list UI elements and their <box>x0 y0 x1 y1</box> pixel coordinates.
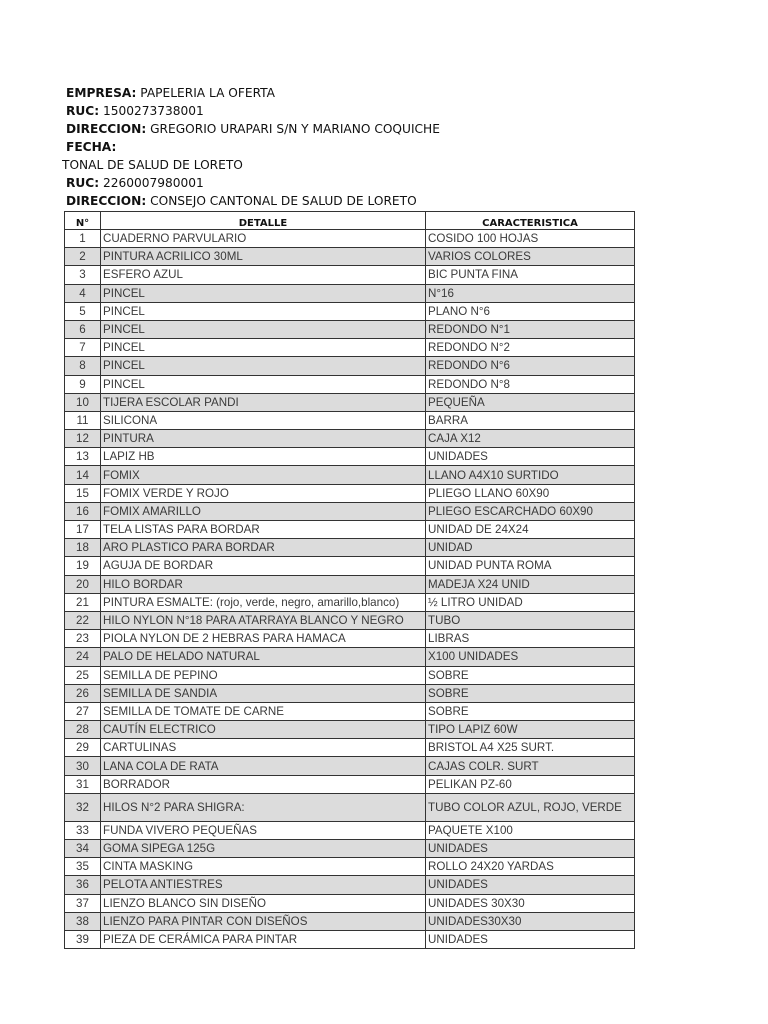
table-row <box>65 411 635 429</box>
row-detalle: PINCEL <box>101 284 426 302</box>
row-caracteristica: SOBRE <box>426 666 635 684</box>
row-number: 17 <box>65 521 101 539</box>
row-detalle: HILO NYLON N°18 PARA ATARRAYA BLANCO Y NEGRO <box>101 611 426 629</box>
row-number: 1 <box>65 230 101 248</box>
row-detalle: ARO PLASTICO PARA BORDAR <box>101 539 426 557</box>
row-detalle: TELA LISTAS PARA BORDAR <box>101 521 426 539</box>
table-row <box>65 248 635 266</box>
row-detalle: FOMIX <box>101 466 426 484</box>
header-detalle: DETALLE <box>101 212 426 230</box>
row-caracteristica: UNIDADES <box>426 448 635 466</box>
table-row <box>65 339 635 357</box>
table-row <box>65 521 635 539</box>
row-number: 15 <box>65 484 101 502</box>
row-detalle: HILO BORDAR <box>101 575 426 593</box>
table-row <box>65 484 635 502</box>
table-row <box>65 320 635 338</box>
row-caracteristica: SOBRE <box>426 684 635 702</box>
row-number: 32 <box>65 793 101 821</box>
table-row <box>65 821 635 839</box>
row-detalle: ESFERO AZUL <box>101 266 426 284</box>
table-row <box>65 721 635 739</box>
table-row <box>65 357 635 375</box>
row-caracteristica: TIPO LAPIZ 60W <box>426 721 635 739</box>
row-caracteristica: TUBO COLOR AZUL, ROJO, VERDE <box>426 793 635 821</box>
row-detalle: PIEZA DE CERÁMICA PARA PINTAR <box>101 930 426 948</box>
row-caracteristica: UNIDADES30X30 <box>426 912 635 930</box>
client-name: TONAL DE SALUD DE LORETO <box>62 158 243 172</box>
row-caracteristica: SOBRE <box>426 702 635 720</box>
ruc-line-1 <box>66 102 706 120</box>
ruc-label-2: RUC: <box>66 176 100 190</box>
direccion-line-1 <box>66 120 706 138</box>
row-detalle: BORRADOR <box>101 775 426 793</box>
row-detalle: AGUJA DE BORDAR <box>101 557 426 575</box>
row-number: 14 <box>65 466 101 484</box>
row-caracteristica: UNIDADES <box>426 930 635 948</box>
table-row <box>65 666 635 684</box>
row-number: 38 <box>65 912 101 930</box>
row-number: 13 <box>65 448 101 466</box>
row-detalle: SEMILLA DE PEPINO <box>101 666 426 684</box>
table-row <box>65 739 635 757</box>
row-number: 3 <box>65 266 101 284</box>
direccion-value: GREGORIO URAPARI S/N Y MARIANO COQUICHE <box>146 122 440 136</box>
empresa-value: PAPELERIA LA OFERTA <box>136 86 276 100</box>
row-detalle: SEMILLA DE SANDIA <box>101 684 426 702</box>
row-caracteristica: UNIDAD DE 24X24 <box>426 521 635 539</box>
table-row <box>65 876 635 894</box>
table-row <box>65 930 635 948</box>
table-row <box>65 230 635 248</box>
row-detalle: FUNDA VIVERO PEQUEÑAS <box>101 821 426 839</box>
row-caracteristica: BIC PUNTA FINA <box>426 266 635 284</box>
row-number: 31 <box>65 775 101 793</box>
table-row <box>65 375 635 393</box>
row-number: 25 <box>65 666 101 684</box>
table-row <box>65 284 635 302</box>
row-detalle: PIOLA NYLON DE 2 HEBRAS PARA HAMACA <box>101 630 426 648</box>
row-number: 33 <box>65 821 101 839</box>
row-detalle: SEMILLA DE TOMATE DE CARNE <box>101 702 426 720</box>
ruc-line-2 <box>66 174 706 192</box>
direccion-line-2 <box>66 192 706 210</box>
direccion-value-2: CONSEJO CANTONAL DE SALUD DE LORETO <box>146 194 417 208</box>
row-number: 5 <box>65 302 101 320</box>
table-row <box>65 430 635 448</box>
row-detalle: CINTA MASKING <box>101 858 426 876</box>
table-row <box>65 702 635 720</box>
row-caracteristica: X100 UNIDADES <box>426 648 635 666</box>
row-number: 9 <box>65 375 101 393</box>
table-row <box>65 793 635 821</box>
row-detalle: LANA COLA DE RATA <box>101 757 426 775</box>
table-row <box>65 266 635 284</box>
row-caracteristica: UNIDADES 30X30 <box>426 894 635 912</box>
table-row <box>65 448 635 466</box>
table-row <box>65 775 635 793</box>
fecha-line <box>66 138 706 156</box>
row-detalle: LAPIZ HB <box>101 448 426 466</box>
row-number: 12 <box>65 430 101 448</box>
row-number: 30 <box>65 757 101 775</box>
row-number: 24 <box>65 648 101 666</box>
row-caracteristica: LIBRAS <box>426 630 635 648</box>
row-caracteristica: VARIOS COLORES <box>426 248 635 266</box>
client-line <box>62 156 706 174</box>
row-number: 28 <box>65 721 101 739</box>
row-caracteristica: UNIDAD PUNTA ROMA <box>426 557 635 575</box>
ruc-label: RUC: <box>66 104 100 118</box>
row-caracteristica: PLANO N°6 <box>426 302 635 320</box>
row-number: 21 <box>65 593 101 611</box>
row-number: 19 <box>65 557 101 575</box>
row-number: 22 <box>65 611 101 629</box>
row-number: 6 <box>65 320 101 338</box>
row-caracteristica: PELIKAN PZ-60 <box>426 775 635 793</box>
row-caracteristica: TUBO <box>426 611 635 629</box>
row-detalle: GOMA SIPEGA 125G <box>101 840 426 858</box>
table-row <box>65 894 635 912</box>
table-row <box>65 393 635 411</box>
row-detalle: CUADERNO PARVULARIO <box>101 230 426 248</box>
row-number: 29 <box>65 739 101 757</box>
row-detalle: PINCEL <box>101 320 426 338</box>
row-detalle: PINTURA ACRILICO 30ML <box>101 248 426 266</box>
table-row <box>65 557 635 575</box>
table-row <box>65 502 635 520</box>
row-number: 16 <box>65 502 101 520</box>
ruc-value-2: 2260007980001 <box>99 176 204 190</box>
direccion-label-2: DIRECCION: <box>66 194 147 208</box>
row-caracteristica: CAJAS COLR. SURT <box>426 757 635 775</box>
table-row <box>65 302 635 320</box>
row-number: 34 <box>65 840 101 858</box>
row-detalle: TIJERA ESCOLAR PANDI <box>101 393 426 411</box>
table-row <box>65 611 635 629</box>
items-table <box>64 211 635 949</box>
row-caracteristica: PAQUETE X100 <box>426 821 635 839</box>
row-detalle: PINTURA ESMALTE: (rojo, verde, negro, amarillo,blanco) <box>101 593 426 611</box>
row-detalle: PINCEL <box>101 339 426 357</box>
empresa-label: EMPRESA: <box>66 86 137 100</box>
row-detalle: FOMIX AMARILLO <box>101 502 426 520</box>
row-number: 27 <box>65 702 101 720</box>
row-caracteristica: UNIDADES <box>426 876 635 894</box>
row-number: 37 <box>65 894 101 912</box>
table-row <box>65 840 635 858</box>
row-number: 20 <box>65 575 101 593</box>
row-number: 11 <box>65 411 101 429</box>
row-caracteristica: MADEJA X24 UNID <box>426 575 635 593</box>
row-detalle: PINCEL <box>101 375 426 393</box>
row-caracteristica: REDONDO N°8 <box>426 375 635 393</box>
row-caracteristica: ROLLO 24X20 YARDAS <box>426 858 635 876</box>
table-row <box>65 858 635 876</box>
row-detalle: PALO DE HELADO NATURAL <box>101 648 426 666</box>
row-number: 23 <box>65 630 101 648</box>
table-row <box>65 539 635 557</box>
row-caracteristica: N°16 <box>426 284 635 302</box>
table-row <box>65 630 635 648</box>
row-caracteristica: CAJA X12 <box>426 430 635 448</box>
row-caracteristica: PLIEGO LLANO 60X90 <box>426 484 635 502</box>
row-number: 8 <box>65 357 101 375</box>
row-number: 35 <box>65 858 101 876</box>
table-row <box>65 593 635 611</box>
direccion-label: DIRECCION: <box>66 122 147 136</box>
row-caracteristica: BRISTOL A4 X25 SURT. <box>426 739 635 757</box>
row-detalle: PINCEL <box>101 357 426 375</box>
table-header-row <box>65 212 635 230</box>
table-row <box>65 757 635 775</box>
row-number: 10 <box>65 393 101 411</box>
row-caracteristica: REDONDO N°6 <box>426 357 635 375</box>
header-caracteristica: CARACTERISTICA <box>426 212 635 230</box>
row-detalle: LIENZO BLANCO SIN DISEÑO <box>101 894 426 912</box>
row-number: 26 <box>65 684 101 702</box>
row-caracteristica: PEQUEÑA <box>426 393 635 411</box>
row-caracteristica: BARRA <box>426 411 635 429</box>
table-row <box>65 466 635 484</box>
empresa-line <box>66 84 706 102</box>
row-caracteristica: PLIEGO ESCARCHADO 60X90 <box>426 502 635 520</box>
row-number: 36 <box>65 876 101 894</box>
row-caracteristica: COSIDO 100 HOJAS <box>426 230 635 248</box>
row-number: 18 <box>65 539 101 557</box>
table-row <box>65 912 635 930</box>
row-detalle: HILOS N°2 PARA SHIGRA: <box>101 793 426 821</box>
fecha-label: FECHA: <box>66 140 117 154</box>
row-number: 4 <box>65 284 101 302</box>
header-n: N° <box>65 212 101 230</box>
row-caracteristica: UNIDAD <box>426 539 635 557</box>
table-row <box>65 575 635 593</box>
row-caracteristica: REDONDO N°1 <box>426 320 635 338</box>
row-detalle: PELOTA ANTIESTRES <box>101 876 426 894</box>
row-detalle: PINCEL <box>101 302 426 320</box>
row-caracteristica: ½ LITRO UNIDAD <box>426 593 635 611</box>
row-number: 39 <box>65 930 101 948</box>
row-caracteristica: UNIDADES <box>426 840 635 858</box>
table-row <box>65 684 635 702</box>
row-detalle: FOMIX VERDE Y ROJO <box>101 484 426 502</box>
row-caracteristica: REDONDO N°2 <box>426 339 635 357</box>
row-caracteristica: LLANO A4X10 SURTIDO <box>426 466 635 484</box>
row-number: 2 <box>65 248 101 266</box>
row-number: 7 <box>65 339 101 357</box>
document-header <box>62 84 706 210</box>
row-detalle: SILICONA <box>101 411 426 429</box>
ruc-value: 1500273738001 <box>99 104 204 118</box>
table-row <box>65 648 635 666</box>
row-detalle: CAUTÍN ELECTRICO <box>101 721 426 739</box>
row-detalle: PINTURA <box>101 430 426 448</box>
row-detalle: LIENZO PARA PINTAR CON DISEÑOS <box>101 912 426 930</box>
row-detalle: CARTULINAS <box>101 739 426 757</box>
